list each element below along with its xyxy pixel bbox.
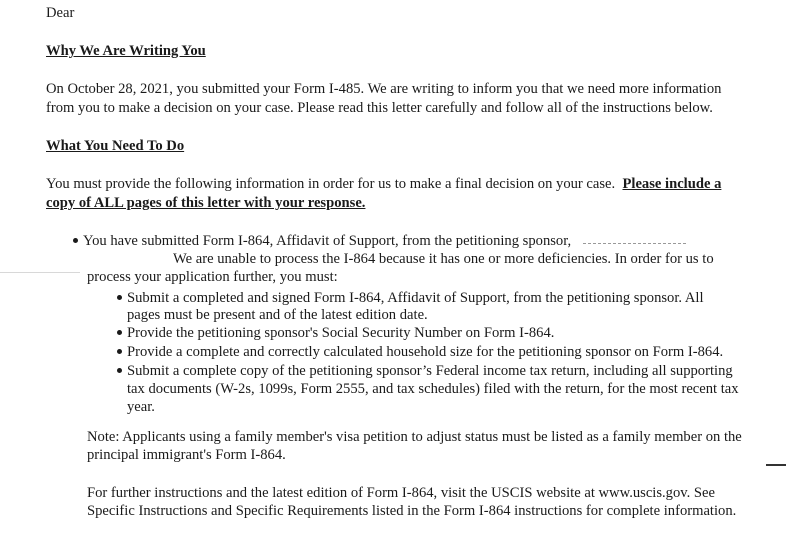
heading-why-writing: Why We Are Writing You — [46, 43, 206, 59]
redacted-name-mark — [583, 243, 686, 244]
sub-bullet-4-line-1 — [117, 362, 733, 382]
heading-what-to-do: What You Need To Do — [46, 138, 185, 154]
instructions-text: You must provide the following information in order for us to make a final decision on your case. — [46, 176, 616, 192]
bullet-icon — [117, 349, 122, 354]
sub-bullet-3-text: Provide a complete and correctly calculated household size for the petitioning sponsor on Form I-864. — [127, 344, 724, 360]
sub-bullet-2-text: Provide the petitioning sponsor's Social Security Number on Form I-864. — [127, 325, 555, 341]
include-copy-emphasis: Please include a — [622, 176, 722, 192]
sub-bullet-4-line-2: tax documents (W-2s, 1099s, Form 2555, and tax schedules) filed with the return, for the most recent tax — [127, 381, 739, 397]
sub-bullet-2 — [117, 324, 554, 344]
further-instructions-line-1: For further instructions and the latest edition of Form I-864, visit the USCIS website at www.uscis.gov. See — [87, 485, 715, 501]
bullet-icon — [117, 368, 122, 373]
main-bullet-line-3: process your application further, you must: — [87, 269, 338, 285]
sub-bullet-4-line-3: year. — [127, 399, 155, 415]
main-bullet-line-1 — [73, 232, 571, 252]
intro-paragraph-line-1: On October 28, 2021, you submitted your Form I-485. We are writing to inform you that we need more information — [46, 81, 722, 97]
include-copy-emphasis-line-2: copy of ALL pages of this letter with your response. — [46, 195, 366, 211]
sub-bullet-3 — [117, 343, 723, 363]
bullet-icon — [117, 295, 122, 300]
sub-bullet-1-line-2: pages must be present and of the latest edition date. — [127, 307, 428, 323]
bullet-icon — [73, 238, 78, 243]
salutation: Dear — [46, 5, 75, 21]
note-line-2: principal immigrant's Form I-864. — [87, 447, 286, 463]
main-bullet-text-1: You have submitted Form I-864, Affidavit of Support, from the petitioning sponsor, — [83, 233, 572, 249]
note-line-1: Note: Applicants using a family member's visa petition to adjust status must be listed as a family member on the — [87, 429, 742, 445]
main-bullet-line-2: We are unable to process the I-864 because it has one or more deficiencies. In order for us to — [173, 251, 714, 267]
margin-dash-mark — [766, 464, 786, 466]
further-instructions-line-2: Specific Instructions and Specific Requirements listed in the Form I-864 instructions for complete information. — [87, 503, 737, 519]
intro-paragraph-line-2: from you to make a decision on your case. Please read this letter carefully and follow all of the instructions below. — [46, 100, 713, 116]
instructions-paragraph-line-1 — [46, 175, 721, 195]
bullet-icon — [117, 330, 122, 335]
sub-bullet-4-text-1: Submit a complete copy of the petitioning sponsor’s Federal income tax return, including all supporting — [127, 363, 733, 379]
sub-bullet-1-text-1: Submit a completed and signed Form I-864, Affidavit of Support, from the petitioning sponsor. All — [127, 290, 704, 306]
scan-artifact-line — [0, 272, 80, 273]
